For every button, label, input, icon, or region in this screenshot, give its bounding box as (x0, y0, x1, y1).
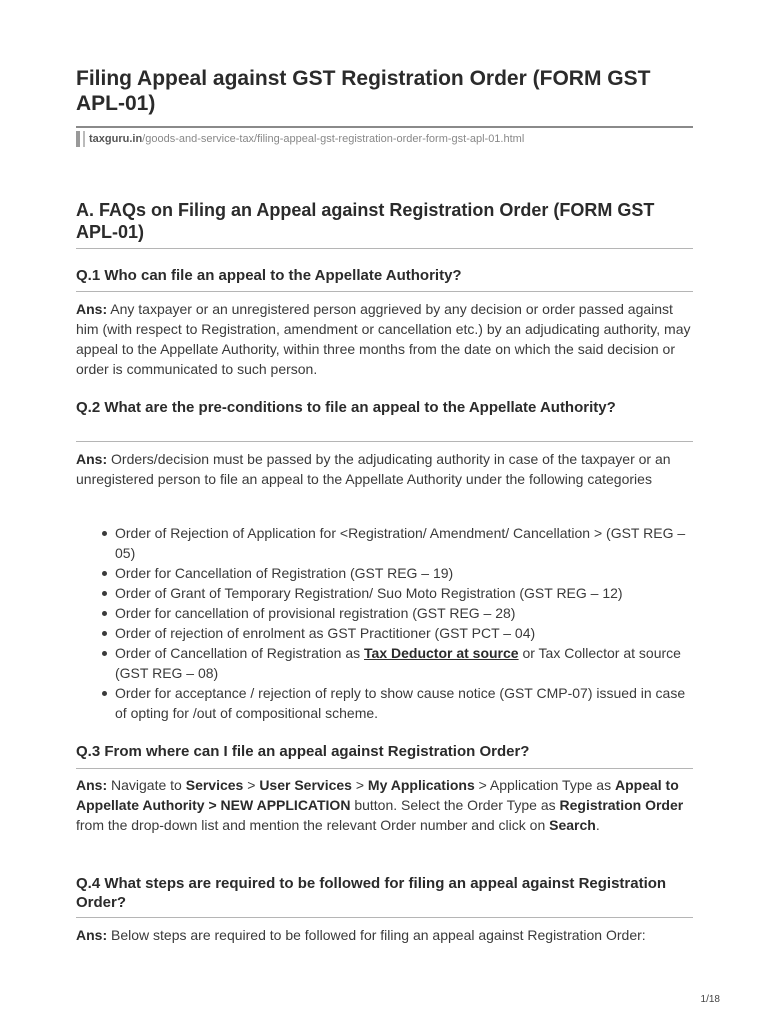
answer-1-text: Any taxpayer or an unregistered person aggrieved by any decision or order passed against him (with respect to Registration, amendment or cancellation etc.) by an adjudicating authority, may appeal to the Appellate Authority, within three months from the date on which the said decision or order is communicated to such person. (76, 301, 691, 377)
question-divider (76, 917, 693, 918)
list-item: Order for cancellation of provisional registration (GST REG – 28) (115, 603, 696, 623)
question-4: Q.4 What steps are required to be followed for filing an appeal against Registration Order? (76, 875, 667, 911)
question-2: Q.2 What are the pre-conditions to file an appeal to the Appellate Authority? (76, 399, 616, 416)
source-path[interactable]: /goods-and-service-tax/filing-appeal-gst-registration-order-form-gst-apl-01.html (142, 133, 525, 145)
page-number: 1/18 (700, 994, 720, 1005)
answer-3 (76, 775, 696, 835)
question-3: Q.3 From where can I file an appeal against Registration Order? (76, 743, 530, 760)
source-domain[interactable]: taxguru.in (89, 133, 143, 145)
list-item: Order for Cancellation of Registration (GST REG – 19) (115, 563, 696, 583)
bold-text: Registration Order (559, 797, 684, 813)
answer-2 (76, 449, 696, 489)
question-divider (76, 441, 693, 442)
order-categories-list (76, 523, 696, 723)
ans-label: Ans: (76, 777, 108, 793)
page-title: Filing Appeal against GST Registration Order (FORM GST APL-01) (76, 67, 651, 115)
ans-label: Ans: (76, 451, 108, 467)
bold-text: Search (549, 817, 596, 833)
bold-text: Services (185, 777, 244, 793)
answer-2-text: Orders/decision must be passed by the adjudicating authority in case of the taxpayer or an unregistered person to file an appeal to the Appellate Authority under the following categories (76, 451, 671, 487)
bold-text: User Services (259, 777, 352, 793)
text: > (243, 777, 260, 793)
question-divider (76, 291, 693, 292)
bold-text: Appeal to Appellate Authority > NEW APPLICATION (76, 777, 679, 813)
source-bar-icon (76, 131, 80, 147)
section-divider (76, 248, 693, 249)
source-bar-icon (83, 131, 85, 147)
list-item-text: or Tax Collector at source (GST REG – 08) (115, 645, 681, 681)
title-divider (76, 126, 693, 128)
text: > Application Type as (474, 777, 615, 793)
ans-label: Ans: (76, 927, 108, 943)
list-item: Order for acceptance / rejection of reply to show cause notice (GST CMP-07) issued in case of opting for /out of compositional scheme. (115, 683, 696, 723)
answer-4-text: Below steps are required to be followed for filing an appeal against Registration Order: (111, 927, 646, 943)
text: Navigate to (107, 777, 186, 793)
text: button. Select the Order Type as (350, 797, 560, 813)
list-item: Order of Rejection of Application for <Registration/ Amendment/ Cancellation > (GST REG – 05) (115, 523, 696, 563)
text: . (595, 817, 600, 833)
tax-deductor-link[interactable]: Tax Deductor at source (364, 645, 519, 661)
question-1: Q.1 Who can file an appeal to the Appellate Authority? (76, 267, 462, 284)
list-item: Order of Grant of Temporary Registration/ Suo Moto Registration (GST REG – 12) (115, 583, 696, 603)
answer-4 (76, 925, 696, 945)
list-item-text: Order of Cancellation of Registration as (115, 645, 365, 661)
answer-1 (76, 299, 696, 379)
question-divider (76, 768, 693, 769)
section-heading: A. FAQs on Filing an Appeal against Registration Order (FORM GST APL-01) (76, 200, 655, 242)
list-item: Order of rejection of enrolment as GST Practitioner (GST PCT – 04) (115, 623, 696, 643)
source-url[interactable] (76, 131, 524, 147)
ans-label: Ans: (76, 301, 108, 317)
bold-text: My Applications (367, 777, 475, 793)
list-item (115, 643, 696, 683)
text: from the drop-down list and mention the relevant Order number and click on (76, 817, 550, 833)
text: > (351, 777, 368, 793)
